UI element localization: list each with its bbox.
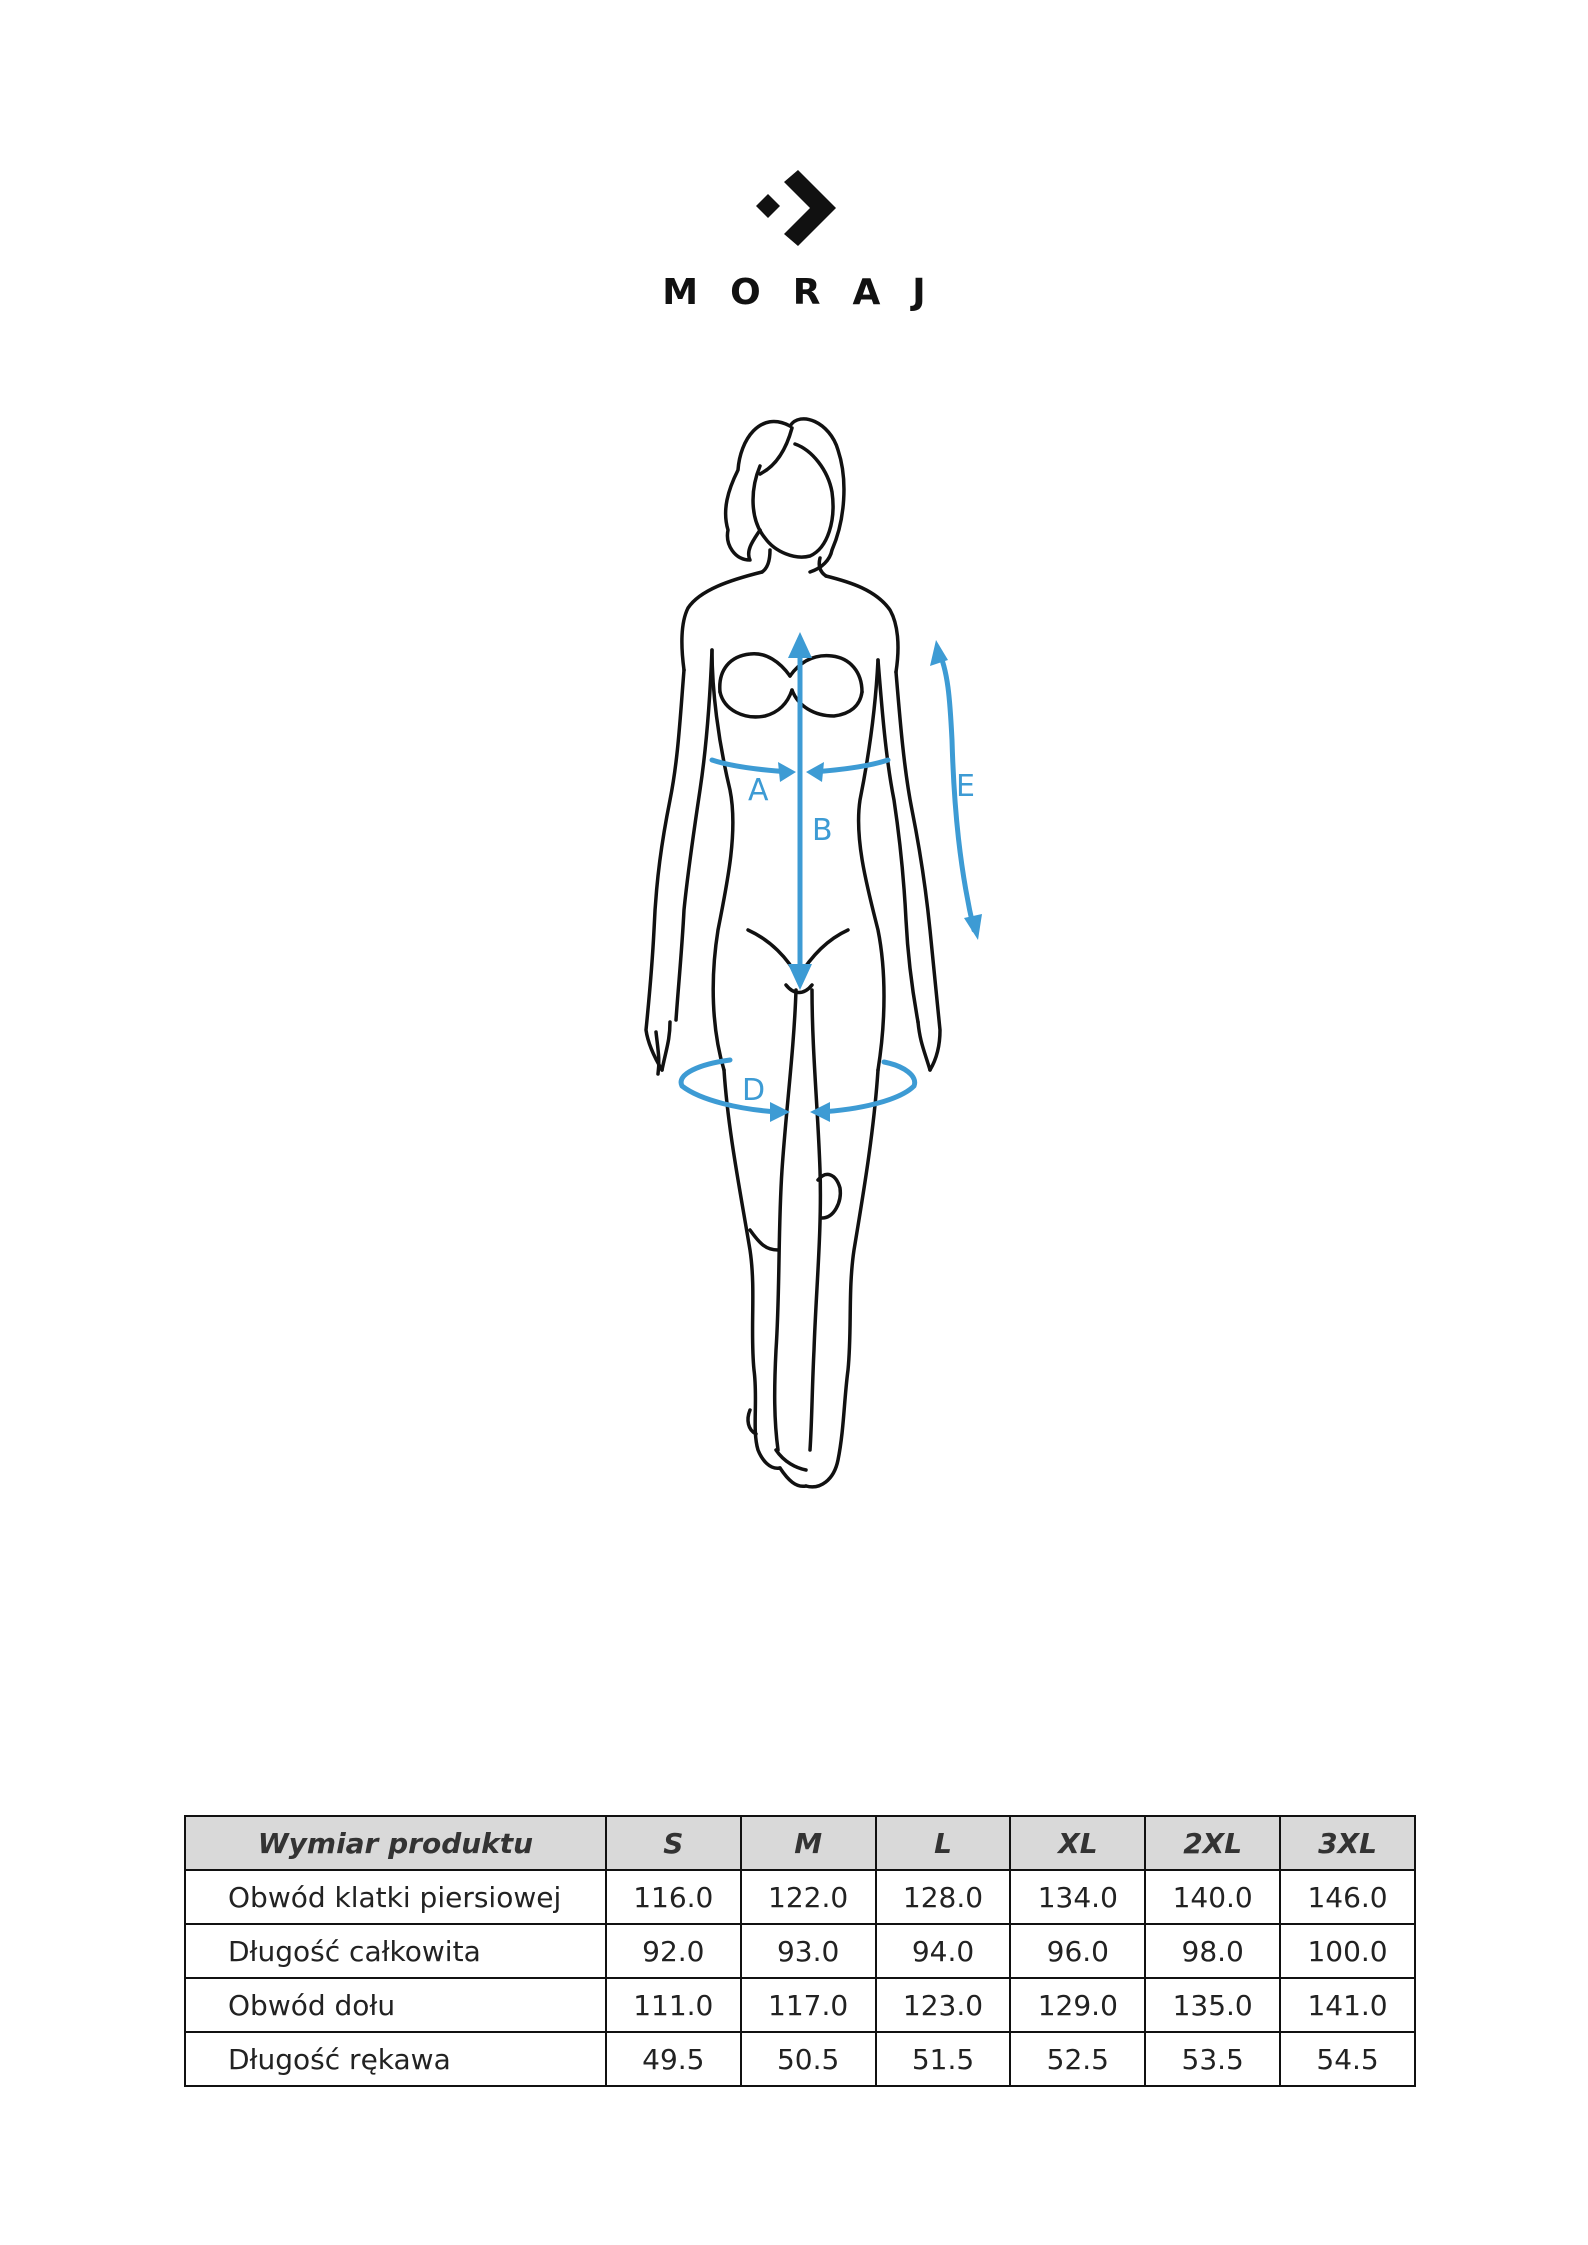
row-label: Długość rękawa: [185, 2032, 606, 2086]
size-chart-table: [184, 1815, 1416, 2087]
table-cell: 116.0: [606, 1870, 741, 1924]
table-row: [185, 1924, 1415, 1978]
marker-d: D: [742, 1073, 766, 1108]
size-header: L: [876, 1816, 1011, 1870]
moraj-logo-arrows-icon: [748, 170, 848, 250]
table-cell: 50.5: [741, 2032, 876, 2086]
table-cell: 128.0: [876, 1870, 1011, 1924]
table-cell: 100.0: [1280, 1924, 1415, 1978]
size-header: XL: [1010, 1816, 1145, 1870]
marker-b: B: [812, 813, 833, 848]
row-label: Obwód dołu: [185, 1978, 606, 2032]
size-header: 2XL: [1145, 1816, 1280, 1870]
table-cell: 54.5: [1280, 2032, 1415, 2086]
table-row: [185, 2032, 1415, 2086]
table-row: [185, 1978, 1415, 2032]
table-cell: 134.0: [1010, 1870, 1145, 1924]
row-label: Długość całkowita: [185, 1924, 606, 1978]
female-body-outline-icon: [600, 410, 1000, 1590]
table-cell: 96.0: [1010, 1924, 1145, 1978]
table-cell: 123.0: [876, 1978, 1011, 2032]
table-cell: 52.5: [1010, 2032, 1145, 2086]
table-cell: 93.0: [741, 1924, 876, 1978]
header-label: Wymiar produktu: [185, 1816, 606, 1870]
table-cell: 92.0: [606, 1924, 741, 1978]
table-row: [185, 1870, 1415, 1924]
row-label: Obwód klatki piersiowej: [185, 1870, 606, 1924]
table-cell: 117.0: [741, 1978, 876, 2032]
marker-a: A: [748, 773, 769, 808]
table-cell: 111.0: [606, 1978, 741, 2032]
size-header: 3XL: [1280, 1816, 1415, 1870]
table-cell: 141.0: [1280, 1978, 1415, 2032]
table-cell: 129.0: [1010, 1978, 1145, 2032]
brand-name: MORAJ: [662, 272, 958, 313]
marker-e: E: [956, 769, 975, 804]
table-header-row: [185, 1816, 1415, 1870]
table-cell: 122.0: [741, 1870, 876, 1924]
table-cell: 140.0: [1145, 1870, 1280, 1924]
table-cell: 49.5: [606, 2032, 741, 2086]
table-cell: 135.0: [1145, 1978, 1280, 2032]
table-cell: 53.5: [1145, 2032, 1280, 2086]
size-header: M: [741, 1816, 876, 1870]
table-cell: 51.5: [876, 2032, 1011, 2086]
table-cell: 146.0: [1280, 1870, 1415, 1924]
size-header: S: [606, 1816, 741, 1870]
table-cell: 94.0: [876, 1924, 1011, 1978]
table-cell: 98.0: [1145, 1924, 1280, 1978]
